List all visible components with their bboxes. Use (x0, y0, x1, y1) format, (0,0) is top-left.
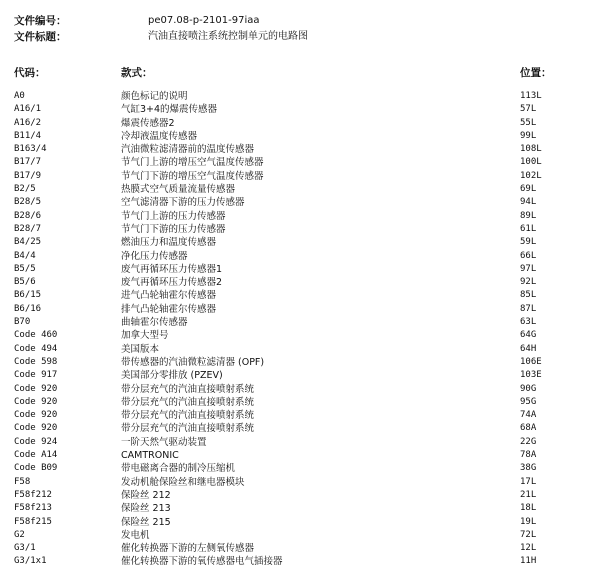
list-item (0, 502, 601, 515)
list-item (0, 316, 601, 329)
component-code: Code 598 (14, 356, 58, 367)
list-item (0, 130, 601, 143)
component-position: 64H (520, 343, 537, 354)
list-item (0, 356, 601, 369)
component-position: 18L (520, 503, 537, 514)
component-code: B28/7 (14, 223, 42, 234)
component-style: 燃油压力和温度传感器 (121, 237, 217, 249)
list-item (0, 303, 601, 316)
component-style: 发动机舱保险丝和继电器模块 (121, 476, 245, 488)
list-item (0, 409, 601, 422)
component-position: 78A (520, 450, 537, 461)
component-position: 63L (520, 317, 537, 328)
component-code: B4/4 (14, 250, 36, 261)
component-code: B28/6 (14, 210, 42, 221)
component-position: 57L (520, 104, 537, 115)
component-style: 气缸3+4的爆震传感器 (121, 104, 218, 116)
component-code: B70 (14, 317, 31, 328)
list-item (0, 529, 601, 542)
component-style: 曲轴霍尔传感器 (121, 317, 188, 329)
component-position: 22G (520, 436, 537, 447)
component-code: Code 920 (14, 410, 58, 421)
component-style: 催化转换器下游的左侧氧传感器 (121, 543, 255, 555)
list-item (0, 210, 601, 223)
component-code: B4/25 (14, 237, 42, 248)
component-style: 废气再循环压力传感器2 (121, 277, 223, 289)
component-style: 一阶天然气驱动装置 (121, 436, 207, 448)
list-item (0, 555, 601, 568)
component-style: 进气凸轮轴霍尔传感器 (121, 290, 217, 302)
column-header-code: 代码： (14, 67, 46, 79)
component-position: 68A (520, 423, 537, 434)
component-code: Code 494 (14, 343, 58, 354)
component-code: G2 (14, 529, 25, 540)
component-position: 92L (520, 277, 537, 288)
component-list (0, 90, 601, 569)
list-item (0, 449, 601, 462)
component-code: B2/5 (14, 184, 36, 195)
component-code: A16/2 (14, 117, 42, 128)
component-position: 87L (520, 303, 537, 314)
component-position: 72L (520, 529, 537, 540)
component-style: 美国版本 (121, 343, 160, 355)
component-position: 106E (520, 356, 542, 367)
component-code: B11/4 (14, 130, 42, 141)
component-position: 99L (520, 130, 537, 141)
component-position: 113L (520, 91, 542, 101)
component-position: 61L (520, 223, 537, 234)
component-position: 59L (520, 237, 537, 248)
list-item (0, 236, 601, 249)
component-style: 废气再循环压力传感器1 (121, 263, 223, 275)
component-position: 66L (520, 250, 537, 261)
component-style: 保险丝 213 (121, 503, 171, 515)
component-code: F58f212 (14, 489, 52, 500)
list-item (0, 143, 601, 156)
list-item (0, 196, 601, 209)
list-item (0, 383, 601, 396)
list-item (0, 223, 601, 236)
list-item (0, 516, 601, 529)
list-item (0, 329, 601, 342)
component-position: 102L (520, 170, 542, 181)
column-header-style: 款式： (121, 67, 153, 79)
component-style: 节气门上游的压力传感器 (121, 210, 226, 222)
component-style: 保险丝 212 (121, 489, 171, 501)
component-style: 节气门下游的压力传感器 (121, 223, 226, 235)
component-code: Code 924 (14, 436, 58, 447)
component-style: 节气门上游的增压空气温度传感器 (121, 157, 264, 169)
component-code: F58 (14, 476, 31, 487)
component-style: 颜色标记的说明 (121, 91, 188, 102)
list-item (0, 117, 601, 130)
component-code: A16/1 (14, 104, 42, 115)
component-position: 74A (520, 410, 537, 421)
component-code: B5/5 (14, 263, 36, 274)
component-style: 带传感器的汽油微粒滤清器 (OPF) (121, 356, 265, 368)
component-code: F58f213 (14, 503, 52, 514)
component-position: 89L (520, 210, 537, 221)
component-style: 带分层充气的汽油直接喷射系统 (121, 396, 255, 408)
component-code: Code B09 (14, 463, 58, 474)
component-position: 38G (520, 463, 537, 474)
component-code: B17/7 (14, 157, 42, 168)
list-item (0, 396, 601, 409)
component-code: B6/16 (14, 303, 42, 314)
component-code: Code 917 (14, 370, 58, 381)
component-style: 美国部分零排放 (PZEV) (121, 370, 223, 382)
component-style: 发电机 (121, 529, 150, 541)
component-style: 排气凸轮轴霍尔传感器 (121, 303, 217, 315)
component-style: CAMTRONIC (121, 450, 179, 462)
component-code: Code 460 (14, 330, 58, 341)
doc-number-label: 文件编号： (14, 15, 67, 27)
component-code: B163/4 (14, 144, 47, 155)
component-style: 热膜式空气质量流量传感器 (121, 184, 236, 196)
component-position: 97L (520, 263, 537, 274)
list-item (0, 422, 601, 435)
component-position: 55L (520, 117, 537, 128)
list-item (0, 156, 601, 169)
list-item (0, 489, 601, 502)
list-item (0, 476, 601, 489)
component-code: F58f215 (14, 516, 52, 527)
component-position: 103E (520, 370, 542, 381)
list-item (0, 289, 601, 302)
component-position: 12L (520, 543, 537, 554)
component-position: 21L (520, 489, 537, 500)
doc-title-value: 汽油直接喷注系统控制单元的电路图 (148, 31, 308, 42)
component-code: Code 920 (14, 383, 58, 394)
component-code: G3/1 (14, 543, 36, 554)
doc-number-value: pe07.08-p-2101-97iaa (148, 15, 260, 26)
component-style: 带分层充气的汽油直接喷射系统 (121, 423, 255, 435)
component-position: 108L (520, 144, 542, 155)
component-code: Code A14 (14, 450, 58, 461)
component-style: 催化转换器下游的氧传感器电气插接器 (121, 556, 283, 568)
doc-title-label: 文件标题： (14, 31, 67, 43)
component-style: 爆震传感器2 (121, 117, 175, 129)
list-item (0, 462, 601, 475)
component-code: G3/1x1 (14, 556, 47, 567)
component-position: 19L (520, 516, 537, 527)
component-position: 17L (520, 476, 537, 487)
component-style: 带分层充气的汽油直接喷射系统 (121, 383, 255, 395)
list-item (0, 263, 601, 276)
component-style: 冷却液温度传感器 (121, 130, 198, 142)
component-style: 带电磁离合器的制冷压缩机 (121, 463, 236, 475)
component-style: 空气滤清器下游的压力传感器 (121, 197, 245, 209)
component-code: B5/6 (14, 277, 36, 288)
component-style: 带分层充气的汽油直接喷射系统 (121, 410, 255, 422)
list-item (0, 436, 601, 449)
component-position: 69L (520, 184, 537, 195)
list-item (0, 103, 601, 116)
component-position: 11H (520, 556, 537, 567)
component-position: 94L (520, 197, 537, 208)
list-item (0, 90, 601, 103)
component-code: B28/5 (14, 197, 42, 208)
list-item (0, 369, 601, 382)
component-position: 100L (520, 157, 542, 168)
component-style: 加拿大型号 (121, 330, 169, 342)
component-code: B6/15 (14, 290, 42, 301)
component-position: 85L (520, 290, 537, 301)
component-position: 95G (520, 396, 537, 407)
list-item (0, 343, 601, 356)
list-item (0, 183, 601, 196)
component-code: A0 (14, 91, 25, 101)
column-header-position: 位置： (520, 67, 552, 79)
component-position: 64G (520, 330, 537, 341)
component-code: Code 920 (14, 396, 58, 407)
component-style: 保险丝 215 (121, 516, 171, 528)
list-item (0, 250, 601, 263)
list-item (0, 542, 601, 555)
list-item (0, 276, 601, 289)
component-style: 汽油微粒滤清器前的温度传感器 (121, 144, 255, 156)
component-style: 净化压力传感器 (121, 250, 188, 262)
list-item (0, 170, 601, 183)
component-style: 节气门下游的增压空气温度传感器 (121, 170, 264, 182)
component-code: Code 920 (14, 423, 58, 434)
component-code: B17/9 (14, 170, 42, 181)
component-position: 90G (520, 383, 537, 394)
